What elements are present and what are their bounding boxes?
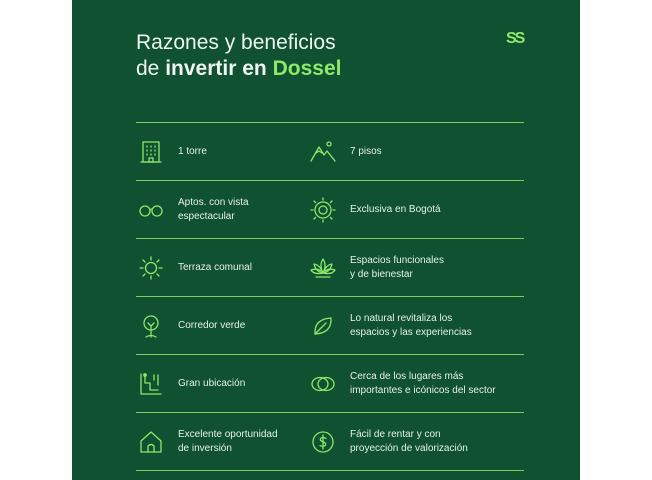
benefit-item [308, 123, 524, 180]
title-line-1: Razones y beneficios [136, 31, 336, 54]
title-prefix: de [136, 57, 166, 80]
benefit-item [308, 239, 524, 296]
lotus-icon [308, 253, 338, 283]
benefit-item [308, 297, 524, 354]
target-badge-icon [308, 195, 338, 225]
map-route-icon [136, 369, 166, 399]
benefit-label: 7 pisos [350, 145, 382, 157]
benefit-item [308, 355, 524, 412]
benefit-label: Exclusiva en Bogotá [350, 203, 441, 215]
brand-name: Dossel [272, 57, 342, 80]
title-line-2 [136, 56, 341, 82]
benefit-label: Lo natural revitaliza los espacios y las experiencias [350, 312, 472, 338]
benefit-label: Gran ubicación [178, 377, 246, 389]
benefit-item [136, 355, 306, 412]
benefit-item [308, 181, 524, 238]
benefit-item [136, 123, 306, 180]
binoculars-icon [136, 195, 166, 225]
building-icon [136, 137, 166, 167]
brand-logo: SS [506, 30, 524, 47]
page-title [136, 30, 341, 82]
overlap-circles-icon [308, 369, 338, 399]
benefits-grid [136, 122, 524, 471]
benefit-item [136, 413, 306, 470]
mountains-icon [308, 137, 338, 167]
title-bold: invertir en [165, 57, 267, 80]
benefit-row [136, 238, 524, 296]
benefit-item [136, 181, 306, 238]
benefit-label: Fácil de rentar y con proyección de valorización [350, 428, 468, 454]
benefit-item [308, 413, 524, 470]
benefit-row [136, 122, 524, 180]
benefit-row [136, 296, 524, 354]
benefit-label: Terraza comunal [178, 261, 252, 273]
tree-icon [136, 311, 166, 341]
leaf-icon [308, 311, 338, 341]
benefit-label: 1 torre [178, 145, 207, 157]
house-icon [136, 427, 166, 457]
benefit-row [136, 354, 524, 412]
sun-icon [136, 253, 166, 283]
dollar-coin-icon [308, 427, 338, 457]
benefit-item [136, 297, 306, 354]
benefit-label: Cerca de los lugares más importantes e icónicos del sector [350, 370, 496, 396]
benefit-label: Espacios funcionales y de bienestar [350, 254, 444, 280]
benefit-label: Corredor verde [178, 319, 246, 331]
benefit-row [136, 180, 524, 238]
benefit-row [136, 412, 524, 471]
benefit-label: Excelente oportunidad de inversión [178, 428, 278, 454]
benefit-label: Aptos. con vista espectacular [178, 196, 249, 222]
benefit-item [136, 239, 306, 296]
benefits-panel [72, 0, 580, 480]
